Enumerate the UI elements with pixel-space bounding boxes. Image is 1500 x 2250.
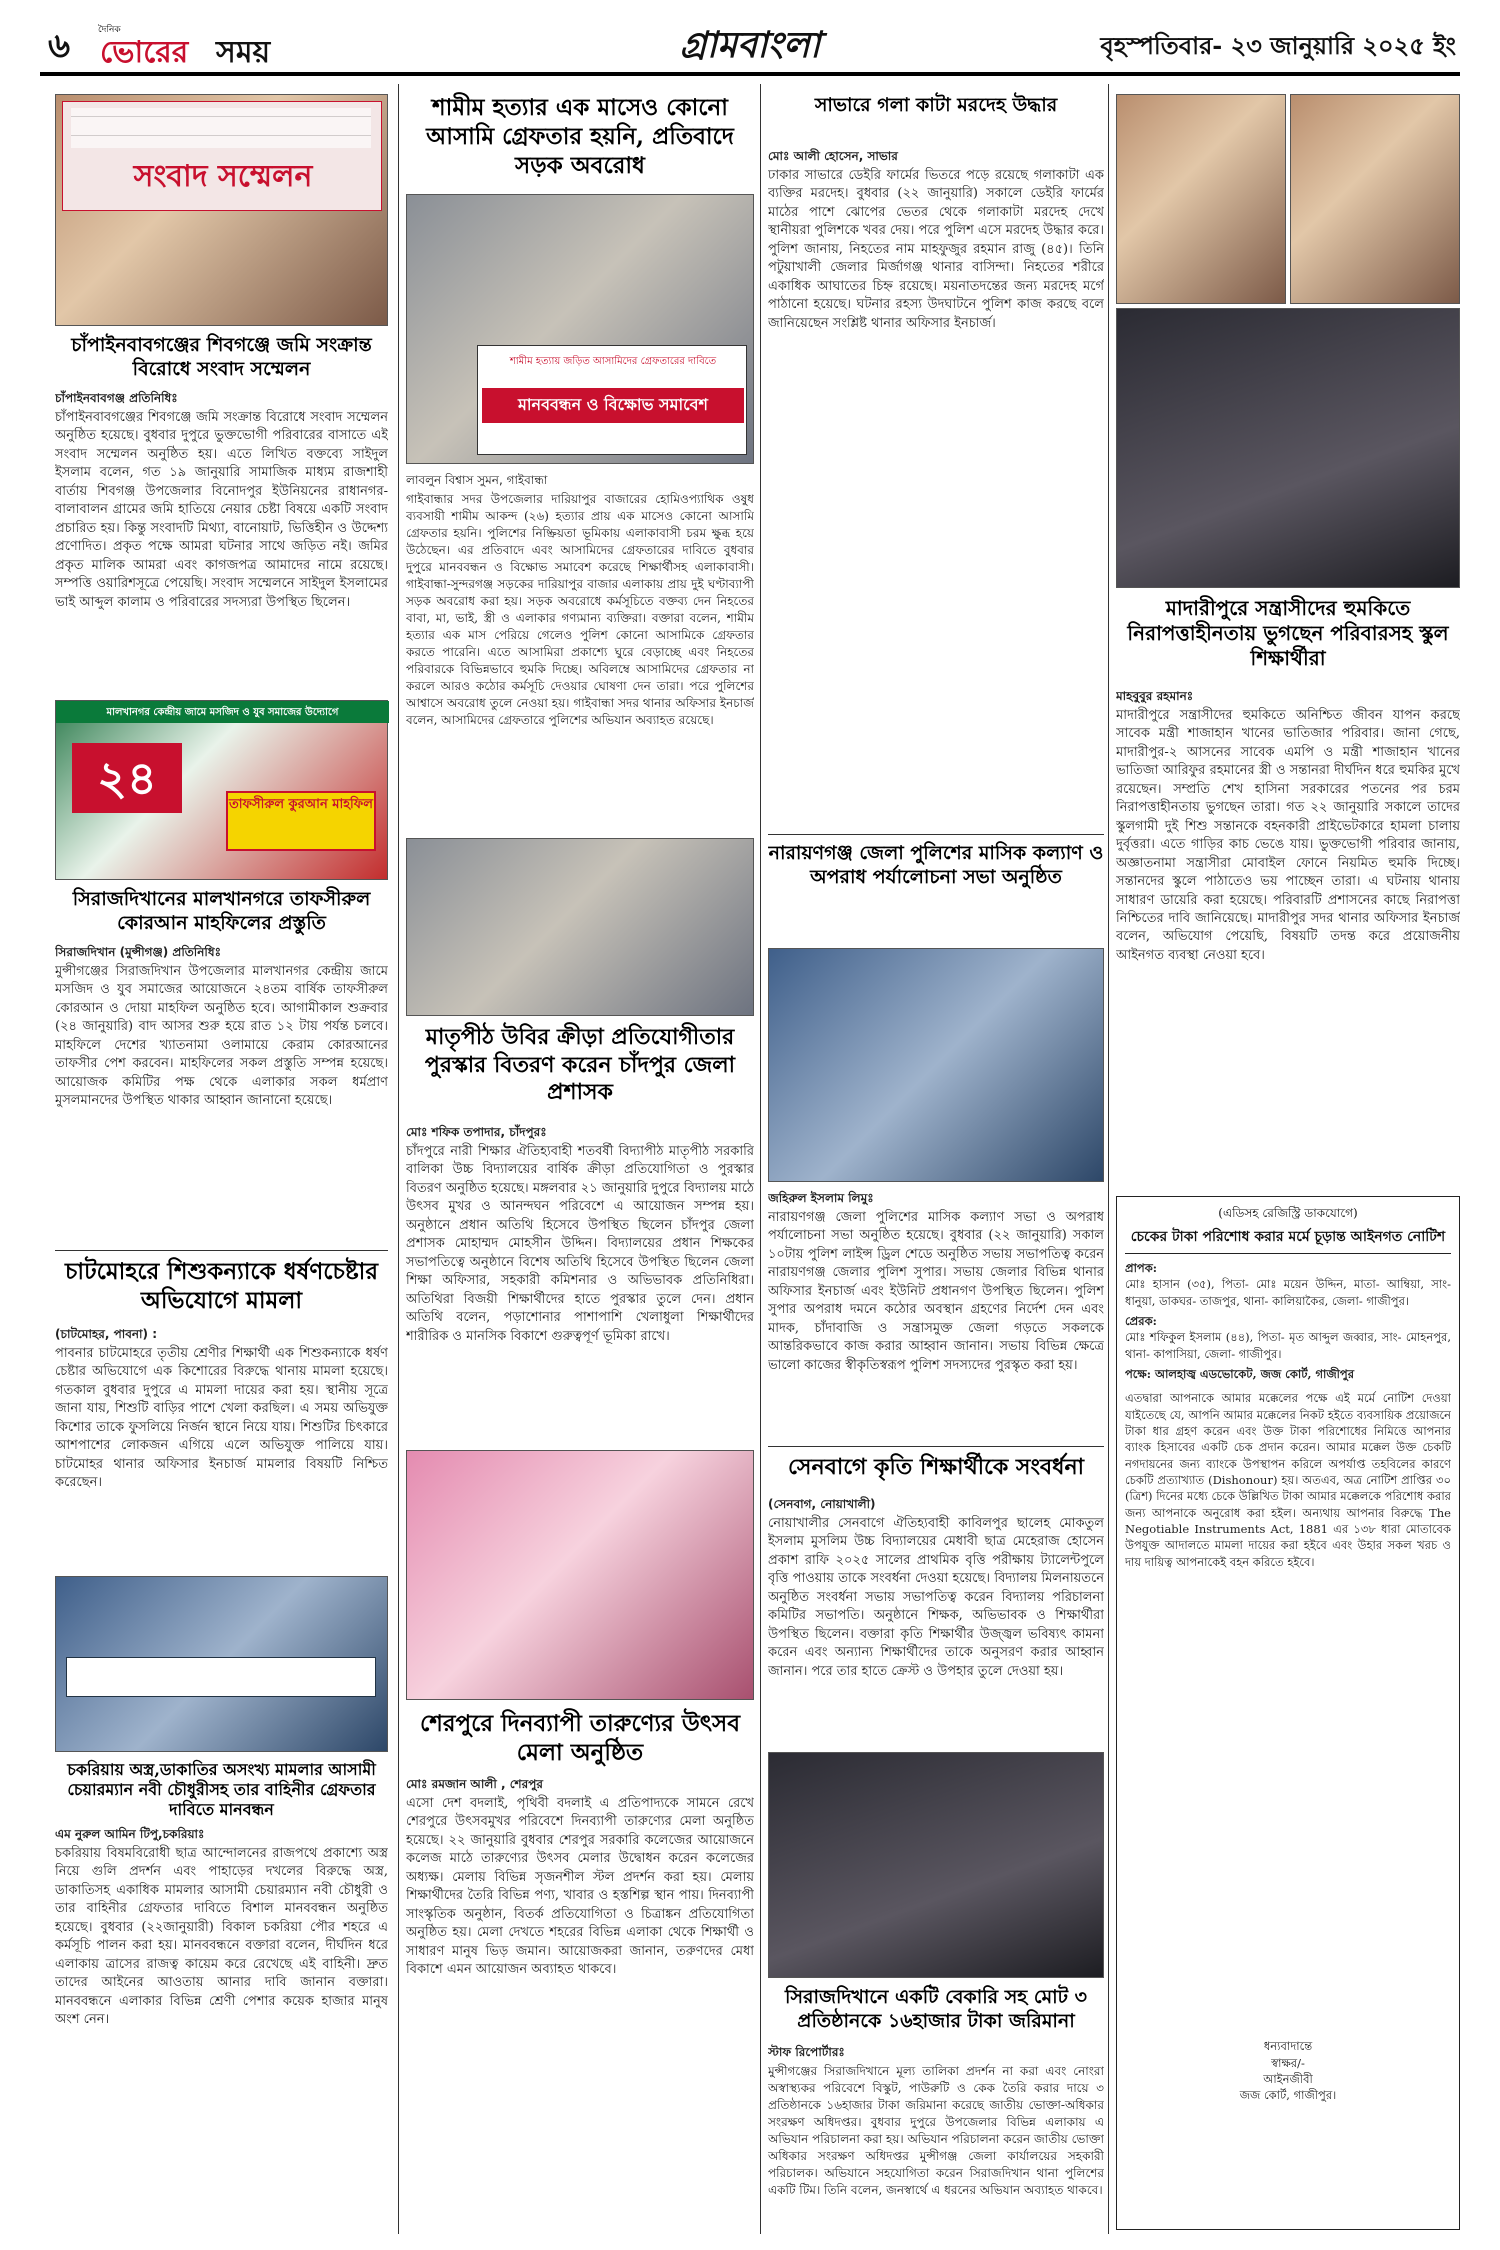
story3-headline: চাটমোহরে শিশুকন্যাকে ধর্ষণচেষ্টার অভিযোগে মামলা [64,1258,378,1314]
c4-story1-headline: মাদারীপুরে সন্ত্রাসীদের হুমকিতে নিরাপত্তাহীনতায় ভুগছেন পরিবারসহ স্কুল শিক্ষার্থীরা [1127,596,1449,670]
logo-text-2: সময় [216,35,271,70]
human-chain-banner [66,1657,376,1697]
c2-story2-byline: মোঃ শফিক তপাদার, চাঁদপুরঃ [406,1125,547,1139]
c3-story4-byline: স্টাফ রিপোর্টারঃ [768,2045,845,2059]
story3-article [55,1326,388,1566]
story1-byline: চাঁপাইনবাবগঞ্জ প্রতিনিধিঃ [55,391,178,405]
story3-byline: (চাটমোহর, পাবনা) : [55,1327,157,1341]
c3-story3-body: নোয়াখালীর সেনবাগে ঐতিহ্যবাহী কাবিলপুর ছালেহ মোকতুল ইসলাম মুসলিম উচ্চ বিদ্যালয়ের মেধাবী ছাত্র মেহেরাজ হোসেন প্রকাশ রাফি ২০২৫ সালের প্রাথমিক বৃত্তি পরীক্ষায় ট্যালেন্টপুলে বৃত্তি পাওয়ায় তাকে সংবর্ধনা দেওয়া হয়েছে। বিদ্যালয় মিলনায়তনে অনুষ্ঠিত সংবর্ধনা সভায় সভাপতিত্ব করেন বিদ্যালয় পরিচালনা কমিটির সভাপতি। অনুষ্ঠানে শিক্ষক, অভিভাবক ও শিক্ষার্থীরা উপস্থিত ছিলেন। বক্তারা কৃতি শিক্ষার্থীর উজ্জ্বল ভবিষ্যৎ কামনা করেন এবং অন্যান্য শিক্ষার্থীদের তাকে অনুসরণ করার আহ্বান জানান। পরে তার হাতে ক্রেস্ট ও উপহার তুলে দেওয়া হয়। [768,1516,1104,1679]
notice-sign-1: ধন্যবাদান্তে [1263,2039,1313,2054]
story4-body: চকরিয়ায় বিষমবিরোধী ছাত্র আন্দোলনের রাজপথে প্রকাশ্যে অস্ত্র নিয়ে গুলি প্রদর্শন এবং পাহাড়ের দখলের বিরুদ্ধে অস্ত্র, ডাকাতিসহ একাধিক মামলার আসামী চেয়ারম্যান নবী চৌধুরী ও তার বাহিনীর গ্রেফতার দাবিতে বিশাল মানববন্ধন অনুষ্ঠিত হয়েছে। বুধবার (২২জানুয়ারী) বিকাল চকরিয়া পৌর শহরে এ কর্মসূচি পালন করা হয়। মানববন্ধনে বক্তারা বলেন, দীর্ঘদিন ধরে এলাকায় ত্রাসের রাজত্ব কায়েম করে রেখেছে এই বাহিনী। দ্রুত তাদের আইনের আওতায় আনার দাবি জানান বক্তারা। মানববন্ধনে এলাকার বিভিন্ন শ্রেণী পেশার কয়েক হাজার মানুষ অংশ নেন। [55,1846,388,2028]
photo-human-chain-chakaria [55,1576,388,1752]
c4-story1-byline: মাহবুবুর রহমানঃ [1116,689,1194,703]
c3-story1-headline: সাভারে গলা কাটা মরদেহ উদ্ধার [814,94,1058,116]
c3-story4-article [768,2044,1104,2234]
notice-signature [1125,2038,1451,2103]
notice-sign-3: আইনজীবী [1263,2071,1313,2086]
c3-story3-article [768,1496,1104,1746]
notice-dispatch: (এডিসহ রেজিস্ট্রি ডাকযোগে) [1218,1206,1358,1220]
notice-to-label: প্রাপক: [1125,1261,1158,1275]
c3-story2-headline: নারায়ণগঞ্জ জেলা পুলিশের মাসিক কল্যাণ ও অপরাধ পর্যালোচনা সভা অনুষ্ঠিত [768,842,1104,888]
c2-story3-headline: শেরপুরে দিনব্যাপী তারুণ্যের উৎসব মেলা অনুষ্ঠিত [419,1710,741,1766]
c3-story3-headline: সেনবাগে কৃতি শিক্ষার্থীকে সংবর্ধনা [787,1454,1085,1480]
lead-body: গাইবান্ধার সদর উপজেলার দারিয়াপুর বাজারের হোমিওপ্যাথিক ওষুধ ব্যবসায়ী শামীম আকন্দ (২৬) হত্যার প্রায় এক মাসেও কোনো আসামি গ্রেফতার হয়নি। পুলিশের নিষ্ক্রিয়তা ভূমিকায় এলাকাবাসী চরম ক্ষুব্ধ হয়ে উঠেছেন। এর প্রতিবাদে এবং আসামিদের গ্রেফতারের দাবিতে বুধবার দুপুরে মানববন্ধন ও বিক্ষোভ সমাবেশ করেছে শিক্ষার্থীসহ এলাকাবাসী। গাইবান্ধা-সুন্দরগঞ্জ সড়কের দারিয়াপুর বাজার এলাকায় প্রায় দুই ঘণ্টাব্যাপী সড়ক অবরোধ করা হয়। সড়ক অবরোধে কর্মসূচিতে বক্তব্য দেন নিহতের বাবা, মা, ভাই, স্ত্রী ও এলাকার গণ্যমান্য ব্যক্তিরা। বক্তারা বলেন, শামীম হত্যার এক মাস পেরিয়ে গেলেও পুলিশ কোনো আসামিকে গ্রেফতার করতে পারেনি। এতে আসামিরা প্রকাশ্যে ঘুরে বেড়াচ্ছে এবং নিহতের পরিবারকে বিভিন্নভাবে হুমকি দিচ্ছে। অবিলম্বে আসামিদের গ্রেফতার না করলে আরও কঠোর কর্মসূচি দেওয়ার ঘোষণা দেন তারা। পরে পুলিশের আশ্বাসে অবরোধ তুলে নেওয়া হয়। গাইবান্ধা সদর থানার অফিসার ইনচার্জ বলেন, আসামিদের গ্রেফতারে পুলিশের অভিযান অব্যাহত রয়েছে। [406,492,754,728]
story4-headline: চকরিয়ায় অস্ত্র,ডাকাতির অসংখ্য মামলার আসামী চেয়ারম্যান নবী চৌধুরীসহ তার বাহিনীর গ্রেফতার দাবিতে মানবন্ধন [67,1760,376,1819]
c2-story2-headline: মাতৃপীঠ উবির ক্রীড়া প্রতিযোগীতার পুরস্কার বিতরণ করেন চাঁদপুর জেলা প্রশাসক [424,1024,736,1105]
c4-story1-article [1116,688,1460,1188]
c2-story2-body: চাঁদপুরে নারী শিক্ষার ঐতিহ্যবাহী শতবর্ষী বিদ্যাপীঠ মাতৃপীঠ সরকারি বালিকা উচ্চ বিদ্যালয়ের বার্ষিক ক্রীড়া প্রতিযোগিতা ও পুরস্কার বিতরণ অনুষ্ঠিত হয়েছে। মঙ্গলবার ২১ জানুয়ারি দুপুরে বিদ্যালয় মাঠে উৎসব মুখর ও আনন্দঘন পরিবেশে এ আয়োজন সম্পন্ন হয়। অনুষ্ঠানে প্রধান অতিথি হিসেবে উপস্থিত ছিলেন চাঁদপুর জেলা প্রশাসক মোহাম্মদ মোহসীন উদ্দিন। বিদ্যালয়ের প্রধান শিক্ষকের সভাপতিত্বে অনুষ্ঠানে বিশেষ অতিথি হিসেবে উপস্থিত ছিলেন জেলা শিক্ষা অফিসার, সহকারী কমিশনার ও অভিভাবক প্রতিনিধিরা। অতিথিরা বিজয়ী শিক্ষার্থীদের হাতে পুরস্কার তুলে দেন। প্রধান অতিথি বলেন, পড়াশোনার পাশাপাশি খেলাধুলা শিক্ষার্থীদের শারীরিক ও মানসিক বিকাশে গুরুত্বপূর্ণ ভূমিকা রাখে। [406,1144,754,1344]
legal-notice-box [1116,1196,1460,2230]
story-divider [55,1250,388,1251]
notice-body: এতদ্বারা আপনাকে আমার মক্কেলের পক্ষে এই মর্মে নোটিশ দেওয়া যাইতেছে যে, আপনি আমার মক্কেলের নিকট হইতে ব্যবসায়িক প্রয়োজনে টাকা ধার গ্রহণ করেন এবং উক্ত টাকা পরিশোধের নিমিত্তে আপনার ব্যাংক হিসাবের একটি চেক প্রদান করেন। আমার মক্কেল উক্ত চেকটি নগদায়নের জন্য ব্যাংকে উপস্থাপন করিলে অপর্যাপ্ত তহবিলের কারণে চেকটি প্রত্যাখ্যাত (Dishonour) হয়। অতএব, অত্র নোটিশ প্রাপ্তির ৩০ (ত্রিশ) দিনের মধ্যে চেকে উল্লিখিত টাকা আমার মক্কেলকে পরিশোধ করার জন্য আপনাকে অনুরোধ করা হইল। অন্যথায় আপনার বিরুদ্ধে The Negotiable Instruments Act, 1881 এর ১৩৮ ধারা মোতাবেক উপযুক্ত আদালতে মামলা দায়ের করা হইবে এবং উহার সকল খরচ ও দায় দায়িত্ব আপনাকেই বহন করিতে হইবে। [1125,1391,1451,1569]
c3-story4-headline: সিরাজদিখানে একটি বেকারি সহ মোট ৩ প্রতিষ্ঠানকে ১৬হাজার টাকা জরিমানা [785,1986,1087,2032]
c3-story4-body: মুন্সীগঞ্জের সিরাজদিখানে মূল্য তালিকা প্রদর্শন না করা এবং নোংরা অস্বাস্থ্যকর পরিবেশে বিস্কুট, পাউরুটি ও কেক তৈরি করার দায়ে ৩ প্রতিষ্ঠানকে ১৬হাজার টাকা জরিমানা করেছে জাতীয় ভোক্তা-অধিকার সংরক্ষণ অধিদপ্তর। বুধবার দুপুরে উপজেলার বিভিন্ন এলাকায় এ অভিযান পরিচালনা করা হয়। অভিযান পরিচালনা করেন জাতীয় ভোক্তা অধিকার সংরক্ষণ অধিদপ্তর মুন্সীগঞ্জ জেলা কার্যালয়ের সহকারী পরিচালক। অভিযানে সহযোগিতা করেন সিরাজদিখান থানা পুলিশের একটি টিম। তিনি বলেন, জনস্বার্থে এ ধরনের অভিযান অব্যাহত থাকবে। [768,2064,1104,2198]
protest-banner [477,345,747,455]
photo-road-blockade [406,194,754,464]
story2-byline: সিরাজদিখান (মুন্সীগঞ্জ) প্রতিনিধিঃ [55,945,221,959]
masthead-rule [40,72,1460,76]
story3-body: পাবনার চাটমোহরে তৃতীয় শ্রেণীর শিক্ষার্থী এক শিশুকন্যাকে ধর্ষণ চেষ্টার অভিযোগে এক কিশোরের বিরুদ্ধে থানায় মামলা হয়েছে। গতকাল বুধবার দুপুরে এ মামলা দায়ের করা হয়। স্থানীয় সূত্রে জানা যায়, শিশুটি বাড়ির পাশে খেলা করছিল। এ সময় অভিযুক্ত কিশোর তাকে ফুসলিয়ে নির্জন স্থানে নিয়ে যায়। শিশুটির চিৎকারে আশপাশের লোকজন এগিয়ে এলে অভিযুক্ত পালিয়ে যায়। চাটমোহর থানার অফিসার ইনচার্জ মামলার বিষয়টি নিশ্চিত করেছেন। [55,1346,388,1491]
newspaper-logo [98,22,358,70]
story2-body: মুন্সীগঞ্জের সিরাজদিখান উপজেলার মালখানগর কেন্দ্রীয় জামে মসজিদ ও যুব সমাজের আয়োজনে ২৪তম বার্ষিক তাফসীরুল কোরআন ও দোয়া মাহফিল অনুষ্ঠিত হবে। আগামীকাল শুক্রবার (২৪ জানুয়ারি) বাদ আসর শুরু হয়ে রাত ১২ টায় পর্যন্ত চলবে। মাহফিলে দেশের খ্যাতনামা ওলামায়ে কেরাম কোরআনের তাফসীর পেশ করবেন। মাহফিলের সকল প্রস্তুতি সম্পন্ন হয়েছে। আয়োজক কমিটির পক্ষ থেকে এলাকার সকল ধর্মপ্রাণ মুসলমানদের উপস্থিত থাকার আহ্বান জানানো হয়েছে। [55,964,388,1109]
notice-sign-4: জজ কোর্ট, গাজীপুর। [1239,2088,1337,2103]
portrait-girl [1116,94,1286,304]
c3-story1-byline: মোঃ আলী হোসেন, সাভার [768,149,898,163]
photo-police-meeting [768,948,1104,1182]
column-divider [760,84,761,2234]
c2-story3-body: এসো দেশ বদলাই, পৃথিবী বদলাই এ প্রতিপাদ্যকে সামনে রেখে শেরপুরে উৎসবমুখর পরিবেশে দিনব্যাপী তারুণ্যের মেলা অনুষ্ঠিত হয়েছে। ২২ জানুয়ারি বুধবার শেরপুর সরকারি কলেজের আয়োজনে কলেজ মাঠে তারুণ্যের উৎসব মেলার উদ্বোধন করেন কলেজের অধ্যক্ষ। মেলায় বিভিন্ন সৃজনশীল স্টল প্রদর্শন করা হয়। মেলায় শিক্ষার্থীদের তৈরি বিভিন্ন পণ্য, খাবার ও হস্তশিল্প স্থান পায়। দিনব্যাপী সাংস্কৃতিক অনুষ্ঠান, বিতর্ক প্রতিযোগিতা ও চিত্রাঙ্কন প্রতিযোগিতা অনুষ্ঠিত হয়। মেলা দেখতে শহরের বিভিন্ন এলাকা থেকে শিক্ষার্থী ও সাধারণ মানুষ ভিড় জমান। আয়োজকরা জানান, তরুণদের মেধা বিকাশে এমন আয়োজন অব্যাহত থাকবে। [406,1796,754,1978]
masthead [40,18,1460,70]
photo-bakery-raid [768,1752,1104,1978]
c2-story3-byline: মোঃ রমজান আলী , শেরপুর [406,1777,544,1791]
mahfil-ribbon [226,791,376,851]
banner-text-lines [71,108,371,148]
lead-byline: লাবলুন বিশ্বাস সুমন, গাইবান্ধা [406,473,548,487]
photo-prize-giving [406,838,754,1016]
story1-article [55,390,388,690]
section-title: গ্রামবাংলা [679,24,821,66]
story-divider [768,1446,1104,1447]
photo-damaged-car [1116,308,1460,588]
story2-headline: সিরাজদিখানের মালখানগরে তাফসীরুল কোরআন মাহফিলের প্রস্তুতি [72,888,371,934]
notice-title: চেকের টাকা পরিশোধ করার মর্মে চূড়ান্ত আইনগত নোটিশ [1125,1225,1451,1254]
notice-to: মোঃ হাসান (৩৫), পিতা- মোঃ ময়েন উদ্দিন, মাতা- আম্বিয়া, সাং- ধানুয়া, ডাকঘর- তাজপুর, থানা- কালিয়াকৈর, জেলা- গাজীপুর। [1125,1277,1451,1308]
story2-article [55,944,388,1244]
story-divider [768,834,1104,835]
c3-story1-body: ঢাকার সাভারে ডেইরি ফার্মের ভিতরে পড়ে রয়েছে গলাকাটা এক ব্যক্তির মরদেহ। বুধবার (২২ জানুয়ারি) সকালে ডেইরি ফার্মের মাঠের পাশে ঝোপের ভেতর থেকে গলাকাটা মরদেহ দেখে স্থানীয়রা পুলিশকে খবর দেয়। পরে পুলিশ এসে মরদেহ উদ্ধার করে। পুলিশ জানায়, নিহতের নাম মাহফুজুর রহমান রাজু (৪৫)। তিনি পটুয়াখালী জেলার মির্জাগঞ্জ থানার বাসিন্দা। নিহতের শরীরে একাধিক আঘাতের চিহ্ন রয়েছে। ময়নাতদন্তের জন্য মরদেহ মর্গে পাঠানো হয়েছে। ঘটনার রহস্য উদঘাটনে পুলিশ কাজ করছে বলে জানিয়েছেন সংশ্লিষ্ট থানার অফিসার ইনচার্জ। [768,168,1104,331]
portrait-boy [1290,94,1460,304]
story1-body: চাঁপাইনবাবগঞ্জের শিবগঞ্জে জমি সংক্রান্ত বিরোধে সংবাদ সম্মেলন অনুষ্ঠিত হয়েছে। বুধবার দুপুরে ভুক্তভোগী পরিবারের বাসাতে এই সংবাদ সম্মেলন অনুষ্ঠিত হয়। এতে লিখিত বক্তব্যে সাইদুল ইসলাম বলেন, গত ১৯ জানুয়ারি সামাজিক মাধ্যম রাজশাহী বার্তায় শিবগঞ্জ উপজেলার বিনোদপুর ইউনিয়নের রাধানগর-বালাবালন গ্রামের জমি হাতিয়ে নেয়ার চেষ্টা বিষয়ে একটি সংবাদ প্রচারিত হয়। কিন্তু সংবাদটি মিথ্যা, বানোয়াট, ভিত্তিহীন ও উদ্দেশ্য প্রণোদিত। প্রকৃত পক্ষে আমরা ঘটনার সাথে জড়িত নই। জমির প্রকৃত মালিক আমরা এবং কাগজপত্র আমাদের নামে রয়েছে। সম্পত্তি ওয়ারিশসূত্রে পেয়েছি। সংবাদ সম্মেলনে সাইদুল ইসলামের ভাই আব্দুল কালাম ও পরিবারের সদস্যরা উপস্থিত ছিলেন। [55,410,388,610]
notice-parties [1125,1260,1451,1382]
c2-story3-article [406,1776,754,2226]
c4-story1-body: মাদারীপুরে সন্ত্রাসীদের হুমকিতে অনিশ্চিত জীবন যাপন করছে সাবেক মন্ত্রী শাজাহান খানের ভাতিজার পরিবার। জানা গেছে, মাদারীপুর-২ আসনের সাবেক এমপি ও মন্ত্রী শাজাহান খানের ভাতিজা আরিফুর রহমানের স্ত্রী ও সন্তানরা দীর্ঘদিন ধরে হুমকির মুখে রয়েছেন। সম্প্রতি শেখ হাসিনা সরকারের পতনের পর চরম নিরাপত্তাহীনতায় ভুগছেন তারা। গত ২২ জানুয়ারি সকালে তাদের স্কুলগামী দুই শিশু সন্তানকে বহনকারী প্রাইভেটকারে হামলা চালায় দুর্বৃত্তরা। এতে গাড়ির কাচ ভেঙে যায়। ভুক্তভোগী পরিবার জানায়, অজ্ঞাতনামা সন্ত্রাসীরা মোবাইল ফোনে নিয়মিত হুমকি দিচ্ছে। সন্তানদের স্কুলে পাঠাতেও ভয় পাচ্ছেন তারা। এ ঘটনায় থানায় সাধারণ ডায়েরি করা হয়েছে। পরিবারটি প্রশাসনের কাছে নিরাপত্তা নিশ্চিতের দাবি জানিয়েছে। মাদারীপুর সদর থানার অফিসার ইনচার্জ বলেন, অভিযোগ পেয়েছি, বিষয়টি তদন্ত করে প্রয়োজনীয় আইনগত ব্যবস্থা নেওয়া হবে। [1116,708,1460,963]
protest-banner-sub: শামীম হত্যায় জড়িত আসামিদের গ্রেফতারের দাবিতে [509,356,717,367]
column-divider [398,84,399,2234]
c3-story3-byline: (সেনবাগ, নোয়াখালী) [768,1497,876,1511]
c2-story2-article [406,1124,754,1444]
photo-youth-fair [406,1450,754,1700]
notice-sign-2: স্বাক্ষর/- [1271,2055,1305,2070]
photo-children-portraits [1116,94,1460,304]
logo-small-text: দৈনিক [98,25,121,35]
c3-story2-byline: জহিরুল ইসলাম লিমুঃ [768,1191,874,1205]
press-banner [62,101,382,211]
lead-article [406,472,754,832]
story4-byline: এম নুরুল আমিন টিপু,চকরিয়াঃ [55,1827,205,1841]
mahfil-ribbon-text: তাফসীরুল কুরআন মাহফিল [229,797,373,812]
banner-title: সংবাদ সম্মেলন [133,159,313,194]
protest-banner-title: মানববন্ধন ও বিক্ষোভ সমাবেশ [482,388,744,423]
story1-headline: চাঁপাইনবাবগঞ্জের শিবগঞ্জে জমি সংক্রান্ত বিরোধে সংবাদ সম্মেলন [71,334,372,380]
c3-story2-body: নারায়ণগঞ্জ জেলা পুলিশের মাসিক কল্যাণ সভা ও অপরাধ পর্যালোচনা সভা অনুষ্ঠিত হয়েছে। বুধবার (২২ জানুয়ারি) সকাল ১০টায় পুলিশ লাইন্স ড্রিল শেডে অনুষ্ঠিত সভায় সভাপতিত্ব করেন নারায়ণগঞ্জ জেলার পুলিশ সুপার। সভায় জেলার বিভিন্ন থানার অফিসার ইনচার্জ এবং ইউনিট প্রধানগণ উপস্থিত ছিলেন। পুলিশ সুপার অপরাধ দমনে কঠোর অবস্থান গ্রহণের নির্দেশ দেন এবং মাদক, চাঁদাবাজি ও সন্ত্রাসমুক্ত জেলা গড়তে সকলকে আন্তরিকভাবে কাজ করার আহ্বান জানান। সভায় বিভিন্ন ক্ষেত্রে ভালো কাজের স্বীকৃতিস্বরূপ পুলিশ সদস্যদের পুরস্কৃত করা হয়। [768,1210,1104,1373]
notice-from-label: প্রেরক: [1125,1313,1157,1328]
c3-story2-article [768,1190,1104,1440]
mahfil-title: মালখানগর কেন্দ্রীয় জামে মসজিদ ও যুব সমাজের উদ্যোগে [106,707,339,718]
story4-article [55,1826,388,2226]
mahfil-number: ২৪ [97,751,157,805]
c3-story1-article [768,148,1104,828]
lead-headline: শামীম হত্যার এক মাসেও কোনো আসামি গ্রেফতার হয়নি, প্রতিবাদে সড়ক অবরোধ [426,94,734,179]
notice-from: মোঃ শফিকুল ইসলাম (৪৪), পিতা- মৃত আব্দুল জব্বার, সাং- মোহনপুর, থানা- কাপাসিয়া, জেলা- গাজীপুর। [1125,1330,1451,1361]
issue-date: বৃহস্পতিবার- ২৩ জানুয়ারি ২০২৫ ইং [1100,31,1456,60]
logo-text-1: ভোরের [100,35,189,70]
mahfil-number-box [72,743,182,813]
photo-mahfil-banner [55,700,388,880]
photo-press-conference [55,94,388,326]
column-divider [1108,84,1109,2234]
notice-via: পক্ষে: আলহাজ্ব এডভোকেট, জজ কোর্ট, গাজীপুর [1125,1366,1355,1381]
page-number: ৬ [48,26,71,66]
